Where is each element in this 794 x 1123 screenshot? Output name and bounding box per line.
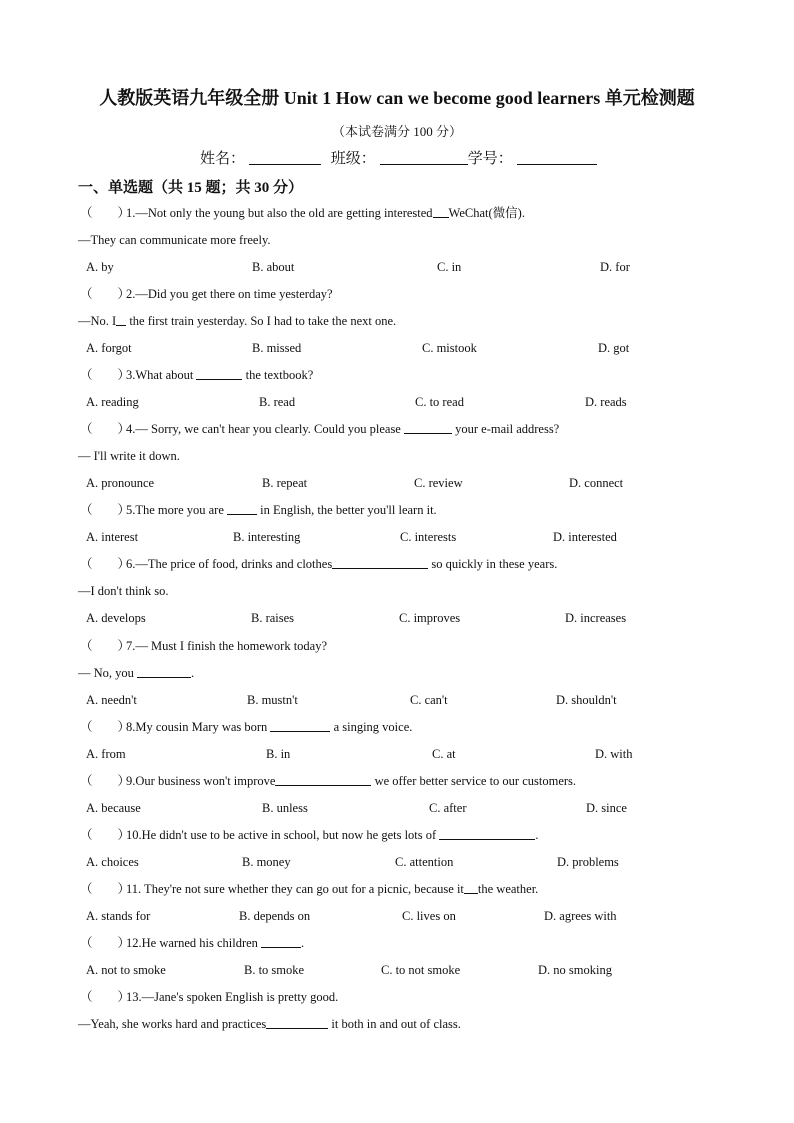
option-c[interactable]: C. can't [410, 693, 448, 707]
question-8 [80, 719, 412, 735]
option-c[interactable]: C. mistook [422, 341, 477, 355]
question-12 [80, 935, 304, 951]
question-1 [80, 205, 525, 221]
answer-blank [275, 773, 371, 786]
question-5 [80, 502, 437, 518]
exam-subtitle: （本试卷满分 100 分） [331, 124, 462, 139]
answer-blank [227, 502, 257, 515]
answer-blank [270, 719, 330, 732]
option-a[interactable]: A. pronounce [86, 476, 155, 490]
option-a[interactable]: A. stands for [86, 909, 151, 923]
question-stem-tail: . [535, 828, 539, 842]
option-b[interactable]: B. money [242, 855, 291, 869]
question-stem-tail: . [301, 936, 305, 950]
question-stem-tail: the weather. [477, 882, 539, 896]
answer-paren[interactable]: （ ） [80, 882, 131, 896]
continuation-text: —No. I [78, 314, 117, 328]
answer-paren[interactable]: （ ） [80, 557, 131, 571]
answer-paren[interactable]: （ ） [80, 990, 131, 1004]
name-blank[interactable] [249, 150, 321, 165]
option-a[interactable]: A. forgot [86, 341, 132, 355]
option-b[interactable]: B. to smoke [244, 963, 305, 977]
continuation-text: —Yeah, she works hard and practices [78, 1017, 267, 1031]
answer-blank [439, 827, 535, 840]
option-c[interactable]: C. review [414, 476, 463, 490]
answer-blank [404, 421, 452, 434]
answer-blank [332, 556, 428, 569]
question-4-continuation: — I'll write it down. [78, 449, 180, 463]
question-7-continuation [78, 665, 194, 681]
question-13 [80, 989, 338, 1005]
question-stem-tail: a singing voice. [333, 720, 413, 734]
option-c[interactable]: C. lives on [402, 909, 456, 923]
question-stem: 12.He warned his children [126, 936, 258, 950]
question-stem: 3.What about [126, 368, 194, 382]
option-b[interactable]: B. mustn't [247, 693, 298, 707]
continuation-text-tail: the first train yesterday. So I had to take the next one. [129, 314, 397, 328]
question-9 [80, 773, 576, 789]
question-11 [80, 881, 538, 897]
class-blank[interactable] [380, 150, 468, 165]
answer-blank [261, 935, 301, 948]
option-b[interactable]: B. unless [262, 801, 308, 815]
question-stem: 8.My cousin Mary was born [126, 720, 268, 734]
answer-blank [196, 367, 242, 380]
question-stem-tail: WeChat(微信). [448, 206, 525, 220]
id-label: 学号： [467, 151, 513, 167]
option-a[interactable]: A. choices [86, 855, 139, 869]
question-13-continuation [78, 1016, 461, 1032]
option-d[interactable]: D. no smoking [538, 963, 612, 977]
option-c[interactable]: C. after [429, 801, 467, 815]
id-blank[interactable] [517, 150, 597, 165]
question-6-continuation: —I don't think so. [78, 584, 169, 598]
option-d[interactable]: D. agrees with [544, 909, 617, 923]
answer-paren[interactable]: （ ） [80, 936, 131, 950]
answer-paren[interactable]: （ ） [80, 828, 131, 842]
option-b[interactable]: B. about [252, 260, 295, 274]
question-4 [80, 421, 559, 437]
answer-paren[interactable]: （ ） [80, 206, 131, 220]
question-stem: 2.—Did you get there on time yesterday? [126, 287, 333, 301]
question-stem: 5.The more you are [126, 503, 224, 517]
question-stem-tail: in English, the better you'll learn it. [260, 503, 437, 517]
question-3 [80, 367, 313, 383]
option-c[interactable]: C. in [437, 260, 462, 274]
answer-paren[interactable]: （ ） [80, 503, 131, 517]
answer-blank [433, 205, 449, 218]
option-d[interactable]: D. got [598, 341, 630, 355]
option-a[interactable]: A. not to smoke [86, 963, 166, 977]
question-stem: 7.— Must I finish the homework today? [126, 639, 328, 653]
continuation-text-tail: . [191, 666, 195, 680]
option-c[interactable]: C. attention [395, 855, 454, 869]
question-stem: 6.—The price of food, drinks and clothes [126, 557, 333, 571]
question-stem-tail: so quickly in these years. [431, 557, 558, 571]
question-6 [80, 556, 557, 572]
answer-blank [266, 1016, 328, 1029]
answer-paren[interactable]: （ ） [80, 368, 131, 382]
question-10 [80, 827, 538, 843]
question-stem: 1.—Not only the young but also the old are getting interested [126, 206, 433, 220]
answer-paren[interactable]: （ ） [80, 422, 131, 436]
option-a[interactable]: A. because [86, 801, 141, 815]
option-b[interactable]: B. raises [251, 611, 295, 625]
question-stem-tail: the textbook? [245, 368, 314, 382]
question-stem: 4.— Sorry, we can't hear you clearly. Could you please [126, 422, 401, 436]
answer-paren[interactable]: （ ） [80, 287, 131, 301]
continuation-text-tail: it both in and out of class. [331, 1017, 461, 1031]
option-d[interactable]: D. interested [553, 530, 617, 544]
continuation-text: — No, you [78, 666, 134, 680]
question-stem: 13.—Jane's spoken English is pretty good. [126, 990, 339, 1004]
exam-title: 人教版英语九年级全册 Unit 1 How can we become good learners 单元检测题 [99, 88, 695, 108]
answer-paren[interactable]: （ ） [80, 720, 131, 734]
option-d[interactable]: D. for [600, 260, 630, 274]
option-a[interactable]: A. by [86, 260, 114, 274]
option-d[interactable]: D. increases [565, 611, 627, 625]
option-b[interactable]: B. read [259, 395, 296, 409]
option-d[interactable]: D. since [586, 801, 627, 815]
option-b[interactable]: B. interesting [233, 530, 301, 544]
option-b[interactable]: B. depends on [239, 909, 311, 923]
answer-blank [464, 881, 478, 894]
option-d[interactable]: D. reads [585, 395, 627, 409]
option-c[interactable]: C. to read [415, 395, 464, 409]
option-c[interactable]: C. at [432, 747, 456, 761]
option-a[interactable]: A. needn't [86, 693, 137, 707]
option-c[interactable]: C. improves [399, 611, 461, 625]
class-label: 班级： [330, 151, 376, 167]
option-b[interactable]: B. missed [252, 341, 302, 355]
section-heading: 一、单选题（共 15 题；共 30 分） [78, 180, 304, 196]
question-stem-tail: your e-mail address? [455, 422, 560, 436]
option-a[interactable]: A. from [86, 747, 126, 761]
question-stem: 9.Our business won't improve [126, 774, 276, 788]
option-a[interactable]: A. interest [86, 530, 139, 544]
option-d[interactable]: D. shouldn't [556, 693, 617, 707]
answer-paren[interactable]: （ ） [80, 774, 131, 788]
option-c[interactable]: C. interests [400, 530, 457, 544]
option-b[interactable]: B. repeat [262, 476, 308, 490]
question-2 [80, 286, 333, 302]
answer-paren[interactable]: （ ） [80, 639, 131, 653]
question-stem: 11. They're not sure whether they can go out for a picnic, because it [126, 882, 464, 896]
name-label: 姓名： [200, 151, 246, 167]
option-d[interactable]: D. problems [557, 855, 619, 869]
question-stem: 10.He didn't use to be active in school, but now he gets lots of [126, 828, 437, 842]
option-c[interactable]: C. to not smoke [381, 963, 461, 977]
option-a[interactable]: A. develops [86, 611, 146, 625]
option-b[interactable]: B. in [266, 747, 291, 761]
question-7 [80, 638, 327, 654]
option-d[interactable]: D. connect [569, 476, 624, 490]
question-2-continuation [78, 313, 396, 329]
question-1-continuation: —They can communicate more freely. [78, 233, 271, 247]
question-stem-tail: we offer better service to our customers. [374, 774, 577, 788]
student-info-line [200, 147, 597, 168]
answer-blank [116, 313, 126, 326]
option-a[interactable]: A. reading [86, 395, 139, 409]
answer-blank [137, 665, 191, 678]
option-d[interactable]: D. with [595, 747, 633, 761]
